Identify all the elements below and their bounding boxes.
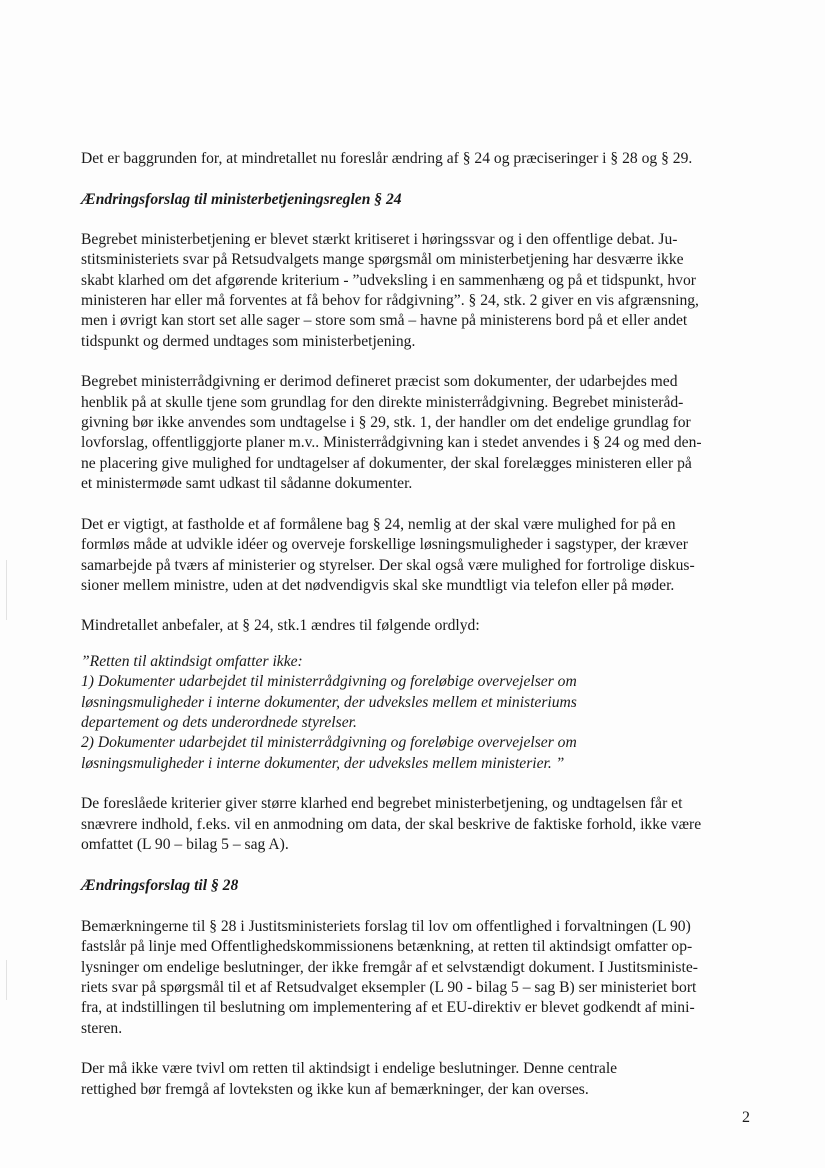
quote-line: 2) Dokumenter udarbejdet til ministerrådgivning og foreløbige overvejelser om	[81, 734, 577, 752]
text-line: henblik på at skulle tjene som grundlag for den direkte ministerrådgivning. Begrebet ministeråd-	[81, 393, 684, 411]
paragraph-ministerraadgivning	[81, 372, 761, 494]
quote-line: ”Retten til aktindsigt omfatter ikke:	[81, 652, 303, 670]
text-line: snævrere indhold, f.eks. vil en anmodning om data, der skal beskrive de faktiske forhold, ikke være	[81, 815, 702, 833]
paragraph-kriterier	[81, 794, 761, 855]
page-number: 2	[742, 1109, 750, 1126]
text-line: fra, at indstillingen til beslutning om implementering af et EU-direktiv er blevet godkendt af mini-	[81, 999, 695, 1017]
text-line: ne placering give mulighed for undtagelser af dokumenter, der skal forelægges ministeren eller på	[81, 454, 692, 472]
text-line: samarbejde på tværs af ministerier og styrelser. Der skal også være mulighed for fortrolige diskus-	[81, 556, 695, 574]
text-line: De foreslåede kriterier giver større klarhed end begrebet ministerbetjening, og undtagelsen får et	[81, 795, 683, 813]
section-heading-24: Ændringsforslag til ministerbetjeningsreglen § 24	[81, 191, 402, 209]
scan-edge-mark	[6, 960, 7, 1000]
paragraph-formaal	[81, 515, 761, 597]
text-line: ministeren har eller må forventes at få behov for rådgivning”. § 24, stk. 2 giver en vis afgrænsning,	[81, 292, 699, 310]
text-line: riets svar på spørgsmål til et af Retsudvalget eksempler (L 90 - bilag 5 – sag B) ser ministeriet bort	[81, 979, 697, 996]
proposed-wording-quote	[81, 652, 761, 774]
text-line: givning bør ikke anvendes som undtagelse i § 29, stk. 1, der handler om det endelige grundlag for	[81, 414, 691, 432]
text-line: men i øvrigt kan stort set alle sager – store som små – havne på ministerens bord på et eller andet	[81, 312, 688, 330]
text-line: Begrebet ministerbetjening er blevet stærkt kritiseret i høringssvar og i den offentlige debat. Ju-	[81, 230, 678, 248]
quote-line: løsningsmuligheder i interne dokumenter, der udveksles mellem ministerier. ”	[81, 754, 565, 772]
text-line: Der må ikke være tvivl om retten til aktindsigt i endelige beslutninger. Denne centrale	[81, 1060, 618, 1078]
text-line: rettighed bør fremgå af lovteksten og ikke kun af bemærkninger, der kan overses.	[81, 1080, 589, 1098]
text-line: Begrebet ministerrådgivning er derimod defineret præcist som dokumenter, der udarbejdes med	[81, 373, 678, 391]
text-line: stitsministeriets svar på Retsudvalgets mange spørgsmål om ministerbetjening har desværre ikke	[81, 251, 684, 269]
quote-line: løsningsmuligheder i interne dokumenter, der udveksles mellem et ministeriums	[81, 693, 577, 711]
quote-line: departement og dets underordnede styrelser.	[81, 713, 357, 731]
text-line: omfattet (L 90 – bilag 5 – sag A).	[81, 835, 289, 853]
text-line: sioner mellem ministre, uden at det nødvendigvis skal ske mundtligt via telefon eller på møder.	[81, 576, 675, 594]
paragraph-bemaerkninger	[81, 917, 761, 1039]
text-line: et ministermøde samt udkast til sådanne dokumenter.	[81, 475, 413, 493]
paragraph-ministerbetjening	[81, 230, 761, 352]
text-line: fastslår på linje med Offentlighedskommissionens betænkning, at retten til aktindsigt omfatter op-	[81, 938, 693, 956]
paragraph-anbefaling: Mindretallet anbefaler, at § 24, stk.1 ændres til følgende ordlyd:	[81, 617, 480, 635]
text-line: skabt klarhed om det afgørende kriterium - ”udveksling i en sammenhæng og på et tidspunkt, hvor	[81, 271, 696, 289]
intro-paragraph: Det er baggrunden for, at mindretallet nu foreslår ændring af § 24 og præciseringer i § 28 og § 29.	[81, 150, 693, 167]
document-body	[81, 149, 761, 1100]
text-line: Bemærkningerne til § 28 i Justitsministeriets forslag til lov om offentlighed i forvaltningen (L 90)	[81, 917, 691, 935]
text-line: lysninger om endelige beslutninger, der ikke fremgår af et selvstændigt dokument. I Justitsministe-	[81, 958, 698, 976]
text-line: steren.	[81, 1019, 123, 1037]
quote-line: 1) Dokumenter udarbejdet til ministerrådgivning og foreløbige overvejelser om	[81, 673, 577, 691]
scan-edge-mark	[6, 560, 7, 620]
text-line: formløs måde at udvikle idéer og overveje forskellige løsningsmuligheder i sagstyper, der kræver	[81, 536, 688, 554]
section-heading-28: Ændringsforslag til § 28	[81, 877, 239, 895]
paragraph-endelige-beslutninger	[81, 1059, 761, 1100]
text-line: lovforslag, offentliggjorte planer m.v.. Ministerrådgivning kan i stedet anvendes i § 24 og med den-	[81, 434, 702, 452]
text-line: Det er vigtigt, at fastholde et af formålene bag § 24, nemlig at der skal være mulighed for på en	[81, 515, 676, 533]
text-line: tidspunkt og dermed undtages som ministerbetjening.	[81, 332, 416, 350]
